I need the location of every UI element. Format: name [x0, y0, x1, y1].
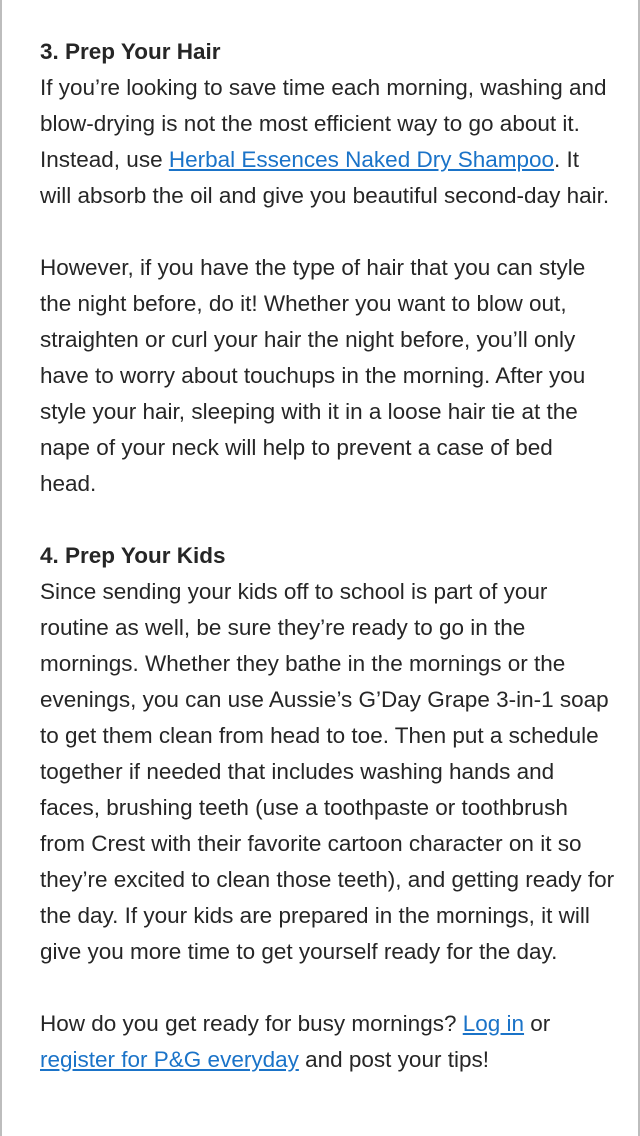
section-heading-prep-hair: 3. Prep Your Hair: [40, 39, 221, 64]
article-body: [40, 34, 615, 1078]
paragraph-hair-night-before: However, if you have the type of hair that you can style the night before, do it! Whether you want to blow out, straighten or curl your hair the night before, you’ll only have to worry about touchups in the morning. After you style your hair, sleeping with it in a loose hair tie at the nape of your neck will help to prevent a case of bed head.: [40, 255, 586, 496]
paragraph-spacer: [40, 502, 615, 538]
cta-text: How do you get ready for busy mornings?: [40, 1011, 463, 1036]
paragraph-text: . It will absorb the oil and give you beautiful second-day hair.: [40, 147, 610, 208]
cta-text: and post your tips!: [298, 1047, 489, 1072]
paragraph-spacer: [40, 970, 615, 1006]
paragraph-kids-routine: Since sending your kids off to school is part of your routine as well, be sure they’re ready to go in the mornings. Whether they bathe in the mornings or the evenings, you can use Aussie’s G’Day Grape 3-in-1 soap to get them clean from head to toe. Then put a schedule together if needed that includes washing hands and faces, brushing teeth (use a toothpaste or toothbrush from Crest with their favorite cartoon character on it so they’re excited to clean those teeth), and getting ready for the day. If your kids are prepared in the mornings, it will give you more time to get yourself ready for the day.: [40, 579, 615, 964]
herbal-essences-dry-shampoo-link[interactable]: Herbal Essences Naked Dry Shampoo: [168, 147, 555, 172]
paragraph-text: If you’re looking to save time each morning, washing and blow-drying is not the most efficient way to go about it. Instead, use: [40, 75, 607, 172]
paragraph-spacer: [40, 214, 615, 250]
log-in-link[interactable]: Log in: [462, 1011, 525, 1036]
left-edge-divider: [0, 0, 2, 1136]
paragraph-hair-dry-shampoo: [40, 70, 615, 214]
register-link[interactable]: register for P&G everyday: [40, 1047, 299, 1072]
paragraph-call-to-action: [40, 1006, 615, 1078]
section-heading-prep-kids: 4. Prep Your Kids: [40, 543, 226, 568]
cta-text: or: [524, 1011, 551, 1036]
